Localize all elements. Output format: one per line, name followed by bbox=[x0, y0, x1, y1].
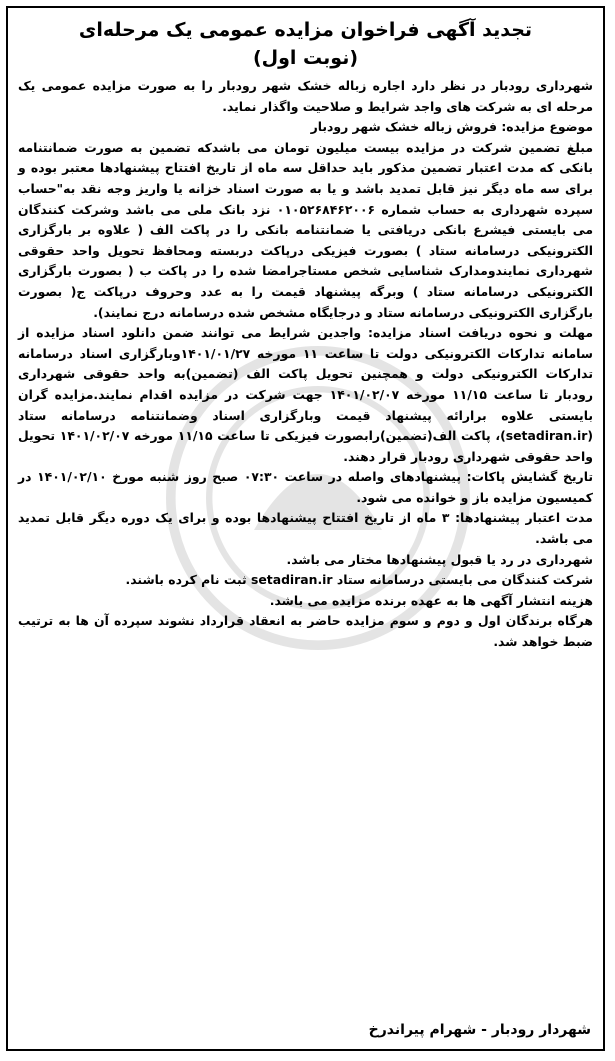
signature: شهردار رودبار - شهرام پیراندرخ bbox=[368, 1022, 591, 1038]
opening-date-paragraph: تاریخ گشایش پاکات: پیشنهادهای واصله در ساعت ۰۷:۳۰ صبح روز شنبه مورخ ۱۴۰۱/۰۲/۱۰ در کمیسیون مزایده باز و خوانده می شود. bbox=[18, 469, 593, 505]
notice-subtitle: (نوبت اول) bbox=[252, 47, 359, 69]
notice-title: تجدید آگهی فراخوان مزایده عمومی یک مرحله‌ای bbox=[78, 19, 533, 41]
rejection-rights-paragraph: شهرداری در رد یا قبول پیشنهادها مختار می باشد. bbox=[286, 551, 593, 567]
documents-deadline-paragraph: مهلت و نحوه دریافت اسناد مزایده: واجدین شرایط می توانند ضمن دانلود اسناد مزایده از سامانه تدارکات الکترونیکی دولت تا ساعت ۱۱ مورخه ۱۴۰۱/۰۱/۲۷وبارگزاری اسناد درسامانه تدارکات الکترونیکی دولت و همچنین تحویل پاکت الف (تضمین)به واحد حقوقی شهرداری رودبار تا ساعت ۱۱/۱۵ مورخه ۱۴۰۱/۰۲/۰۷ جهت شرکت در مزایده اقدام نمایند.مزایده گران بایستی علاوه برارائه پیشنهاد قیمت وبارگزاری اسناد وضمانتنامه درسامانه ستاد (setadiran.ir)، پاکت الف(تضمین)رابصورت فیزیکی تا ساعت ۱۱/۱۵ مورخه ۱۴۰۱/۰۲/۰۷ تحویل واحد حقوقی شهرداری رودبار قرار دهند. bbox=[18, 325, 594, 464]
notice-frame bbox=[6, 6, 605, 1051]
publication-cost-paragraph: هزینه انتشار آگهی ها به عهده برنده مزایده می باشد. bbox=[269, 592, 593, 608]
validity-paragraph: مدت اعتبار پیشنهادها: ۳ ماه از تاریخ افتتاح پیشنهادها بوده و برای یک دوره دیگر قابل تمدید می باشد. bbox=[18, 510, 593, 547]
auction-subject: موضوع مزایده: فروش زباله خشک شهر رودبار bbox=[310, 119, 593, 135]
registration-paragraph: شرکت کنندگان می بایستی درسامانه ستاد setadiran.ir ثبت نام کرده باشند. bbox=[125, 572, 593, 588]
intro-paragraph: شهرداری رودبار در نظر دارد اجاره زباله خشک شهر رودبار را به صورت مزایده عمومی یک مرحله ای به شرکت های واجد شرایط و صلاحیت واگذار نماید. bbox=[18, 78, 593, 114]
forfeit-paragraph: هرگاه برندگان اول و دوم و سوم مزایده حاضر به انعقاد قرارداد نشوند سپرده آن ها به ترتیب ضبط خواهد شد. bbox=[18, 613, 593, 650]
guarantee-paragraph: مبلغ تضمین شرکت در مزایده بیست میلیون تومان می باشدکه تضمین به صورت ضمانتنامه بانکی که مدت اعتبار تضمین مذکور باید حداقل سه ماه از تاریخ افتتاح پیشنهادها معتبر بوده و برای سه ماه دیگر نیز قابل تمدید باشد و یا به صورت اسناد خزانه یا واریز وجه نقد به"حساب سپرده شهرداری به حساب شماره ۰۱۰۵۲۶۸۴۶۲۰۰۶ نزد بانک ملی می باشد وشرکت کنندگان می بایستی فیشرع بانکی دریافتی یا ضمانتنامه بانکی را در پاکت الف ( علاوه بر بارگزاری الکترونیکی درسامانه ستاد ) بصورت فیزیکی درپاکت دربسته ومحافظ تحویل واحد حقوقی شهرداری نمایندومدارک شناسایی شخص مستاجرامضا شده را در پاکت ب ( بصورت بارگزاری الکترونیکی درسامانه ستاد ) وبرگه پیشنهاد قیمت را به عدد وحروف درپاکت ج( بصورت بارگزاری الکترونیکی درسامانه ستاد و درجایگاه مشخص شده درسامانه درج نمایند). bbox=[18, 139, 594, 320]
